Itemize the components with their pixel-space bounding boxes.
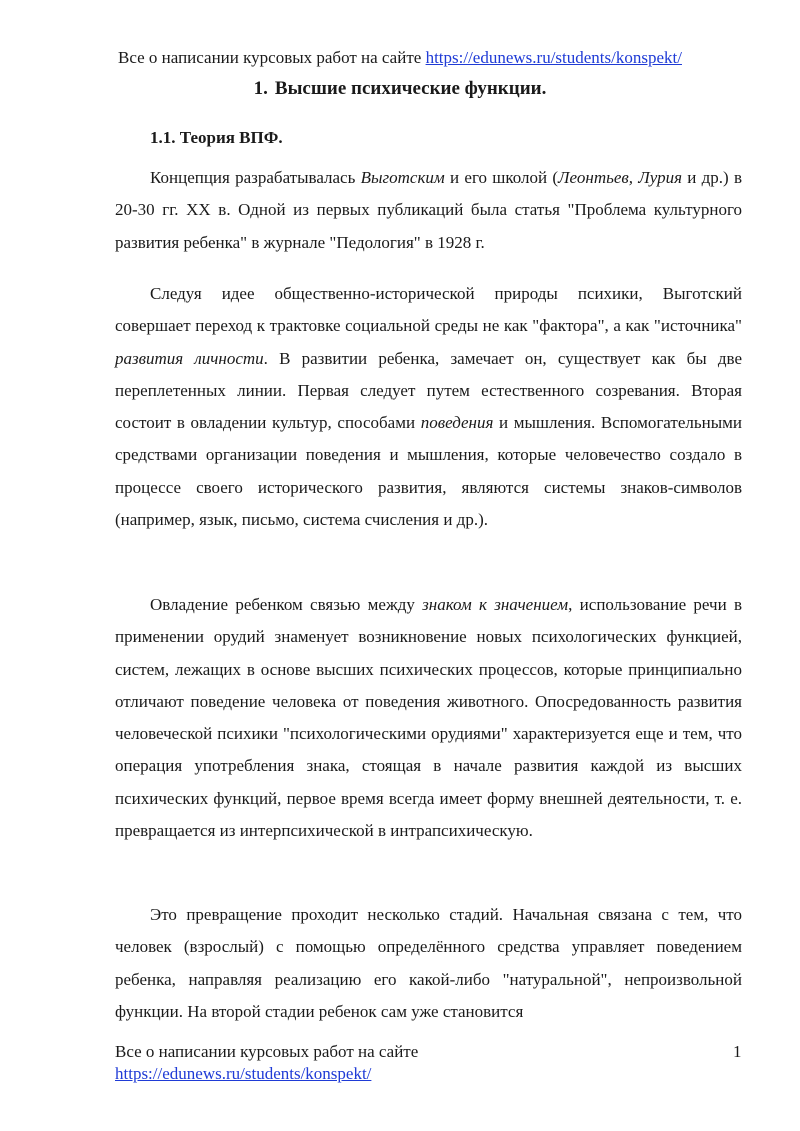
paragraph-text: и его школой (	[444, 168, 559, 187]
subsection-title: 1.1. Теория ВПФ.	[150, 128, 283, 147]
footer-link[interactable]: https://edunews.ru/students/konspekt/	[115, 1064, 372, 1083]
italic-term: Леонтьев, Лурия	[558, 168, 683, 187]
paragraph-2	[115, 278, 742, 536]
paragraph-text: Овладение ребенком связью между	[150, 595, 423, 614]
page-number: 1	[733, 1042, 742, 1061]
paragraph-text: , использование речи в применении орудий знаменует возникновение новых психологических функцией, систем, лежащих в основе высших психических процессов, которые принципиально отличают поведение человека от поведения животного. Опосредованность развития человеческой психики "психологическими орудиями" характеризуется еще и тем, что операция употребления знака, стоящая в начале развития каждой из высших психических функций, первое время всегда имеет форму внешней деятельности, т. е. превращается из интерпсихической в интрапсихическую.	[115, 595, 742, 841]
italic-term: развития личности	[115, 348, 264, 368]
paragraph-text: Концепция разрабатывалась	[150, 168, 361, 187]
paragraph-text: и мышления. Вспомогательными средствами организации поведения и мышления, которые человечество создало в процессе своего исторического развития, являются системы знаков-символов (например, язык, письмо, система счисления и др.).	[115, 413, 742, 530]
header-link[interactable]: https://edunews.ru/students/konspekt/	[425, 48, 682, 67]
paragraph-4	[115, 899, 742, 1028]
paragraph-text: . В развитии ребенка, замечает он, существует как бы две переплетенных линии. Первая следует путем естественного созревания. Вторая состоит в овладении культур, способами	[115, 348, 742, 433]
italic-term: поведения	[420, 413, 494, 433]
italic-term: Выготским	[360, 168, 445, 187]
paragraph-text: и др.) в 20-30 гг. XX в. Одной из первых публикаций была статья "Проблема культурного развития ребенка" в журнале "Педология" в 1928 г.	[115, 168, 742, 252]
paragraph-text: Следуя идее общественно-исторической природы психики, Выготский совершает переход к трактовке социальной среды не как "фактора", а как "источника"	[115, 284, 742, 336]
paragraph-3	[115, 589, 742, 847]
section-number: 1.	[253, 78, 268, 99]
header-text: Все о написании курсовых работ на сайте	[118, 48, 426, 67]
paragraph-1	[115, 162, 742, 259]
page-header	[0, 47, 800, 69]
italic-term: знаком к значением	[422, 595, 569, 614]
footer-text: Все о написании курсовых работ на сайте	[115, 1042, 419, 1061]
paragraph-text: Это превращение проходит несколько стадий. Начальная связана с тем, что человек (взрослый) с помощью определённого средства управляет поведением ребенка, направляя реализацию его какой-либо "натуральной", непроизвольной функции. На второй стадии ребенок сам уже становится	[115, 905, 742, 1021]
section-title	[0, 77, 800, 101]
page-footer	[115, 1041, 418, 1085]
section-title-text: Высшие психические функции.	[274, 78, 547, 99]
